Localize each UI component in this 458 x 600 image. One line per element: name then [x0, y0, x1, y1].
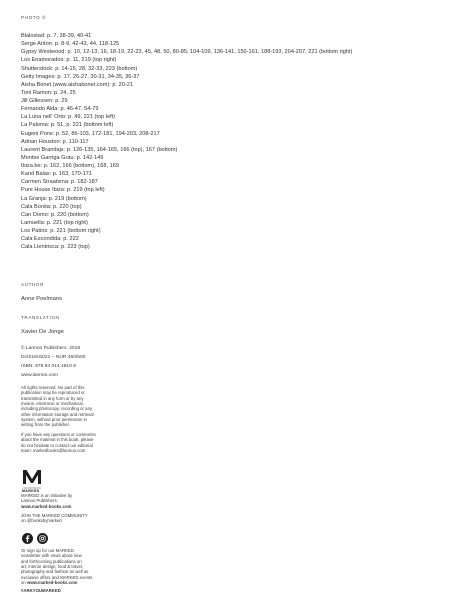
publisher-copyright: © Lannoo Publishers, 2018 — [21, 346, 81, 351]
photo-credit-item: Laurent Brandajs: p. 126-135, 164-165, 166 (top), 167 (bottom) — [21, 146, 178, 153]
author-name: Anne Poelmans — [21, 296, 62, 302]
photo-credits-label: PHOTO © — [21, 15, 47, 20]
photo-credit-item: Fernando Alda: p. 46-47, 54-79 — [21, 106, 99, 113]
photo-credit-item: Los Patios: p. 221 (bottom right) — [21, 228, 101, 234]
photo-credit-item: Karel Balas: p. 163, 170-171 — [21, 171, 92, 178]
photo-credit-item: Shutterstock: p. 14-15, 28, 32-33, 223 (bottom) — [21, 65, 138, 72]
photo-credit-item: Pure House Ibiza: p. 219 (top left) — [21, 187, 105, 194]
community-text: JOIN THE MARKED COMMUNITY on @booksbymarked — [21, 513, 88, 524]
photo-credits-list — [21, 32, 352, 251]
photo-credit-item: Cala Llentrisca: p. 223 (top) — [21, 244, 90, 251]
translator-name: Xavier De Jonge — [21, 329, 64, 335]
initiative-website[interactable]: www.marked-books.com — [21, 503, 72, 509]
photo-credit-item: Lamuella: p. 221 (top right) — [21, 219, 88, 226]
photo-credit-item: Blalostad: p. 7, 38-39, 40-41 — [21, 33, 92, 39]
author-label: AUTHOR — [21, 282, 44, 287]
marked-logo — [21, 468, 43, 494]
newsletter-website[interactable]: www.marked-books.com — [26, 580, 78, 586]
photo-credit-item: Ibiza.be: p. 162, 166 (bottom), 168, 169 — [21, 163, 119, 169]
photo-credit-item: Eugeni Pons: p. 52, 86-103, 172-181, 194-203, 208-217 — [21, 130, 160, 137]
photo-credit-item: Aisha Bonet (www.aishabonet.com): p. 20-21 — [21, 81, 133, 88]
translation-label: TRANSLATION — [21, 315, 60, 320]
photo-credit-item: Los Enamorados: p. 11, 219 (top right) — [21, 57, 117, 64]
photo-credit-item: Toni Ramon: p. 24, 25 — [21, 89, 76, 96]
photo-credit-item: La Luna nell' Orto: p. 49, 221 (top left) — [21, 114, 116, 121]
initiative-text: MARKED is an initiative by Lannoo Publishers. — [21, 493, 73, 504]
legal-deposit: D/2018/45/21 – NUR 450/500 — [21, 355, 86, 360]
facebook-icon[interactable] — [22, 531, 33, 542]
publisher-website[interactable]: www.lannoo.com — [21, 373, 58, 378]
photo-credit-item: Cala Escondida: p. 222 — [21, 236, 79, 243]
photo-credit-item: Gypsy Westwood: p. 10, 12-13, 16, 18-19, 22-23, 45, 48, 50, 80-85, 104-109, 136-141, 150-161, 188-193, 204-207, 221 (bottom right) — [21, 49, 353, 56]
isbn: ISBN: 978 94 014 4810 8 — [21, 364, 76, 369]
newsletter-body: Or sign up for our MARKED newsletter with news about new and forthcoming publications on art, interior design, food & travel, photography and fashion as well as exclusive offers and MARKED events on — [21, 548, 93, 586]
photo-credit-item: Montse Garriga Grau: p. 142-149 — [21, 154, 104, 161]
rights-notice: All rights reserved. No part of this publication may be reproduced or transmitted in any form or by any means, electronic or mechanical, including photocopy, recording or any other information storage and retrieval system, without prior permission in writing from the publisher. — [21, 385, 94, 428]
instagram-icon[interactable] — [37, 531, 48, 542]
photo-credit-item: Can Domo: p. 220 (bottom) — [21, 211, 89, 218]
photo-credit-item: La Paloma: p. 51, p. 221 (bottom left) — [21, 122, 114, 129]
photo-credit-item: Serge Anton: p. 8-9, 42-43, 44, 118-125 — [21, 41, 120, 48]
photo-credit-item: Adrian Houston: p. 110-117 — [21, 138, 89, 145]
photo-credit-item: Getty Images: p. 17, 26-27, 30-31, 34-35, 36-37 — [21, 73, 140, 80]
questions-notice: If you have any questions or comments about the material in this book, please do not hesitate to contact our editorial team: markedbooks@lannoo.com — [21, 432, 96, 454]
newsletter-text — [21, 548, 151, 585]
photo-credit-item: Cala Bonita: p. 220 (top) — [21, 203, 82, 210]
photo-credit-item: La Granja: p. 219 (bottom) — [21, 195, 87, 202]
photo-credit-item: Carmen Straatsma: p. 182-187 — [21, 179, 98, 186]
hashtag: #ARKYOUMARKED — [21, 588, 61, 593]
logo-wordmark: MARKED — [22, 489, 40, 493]
photo-credit-item: Jill Gillessen: p. 29 — [21, 98, 68, 104]
